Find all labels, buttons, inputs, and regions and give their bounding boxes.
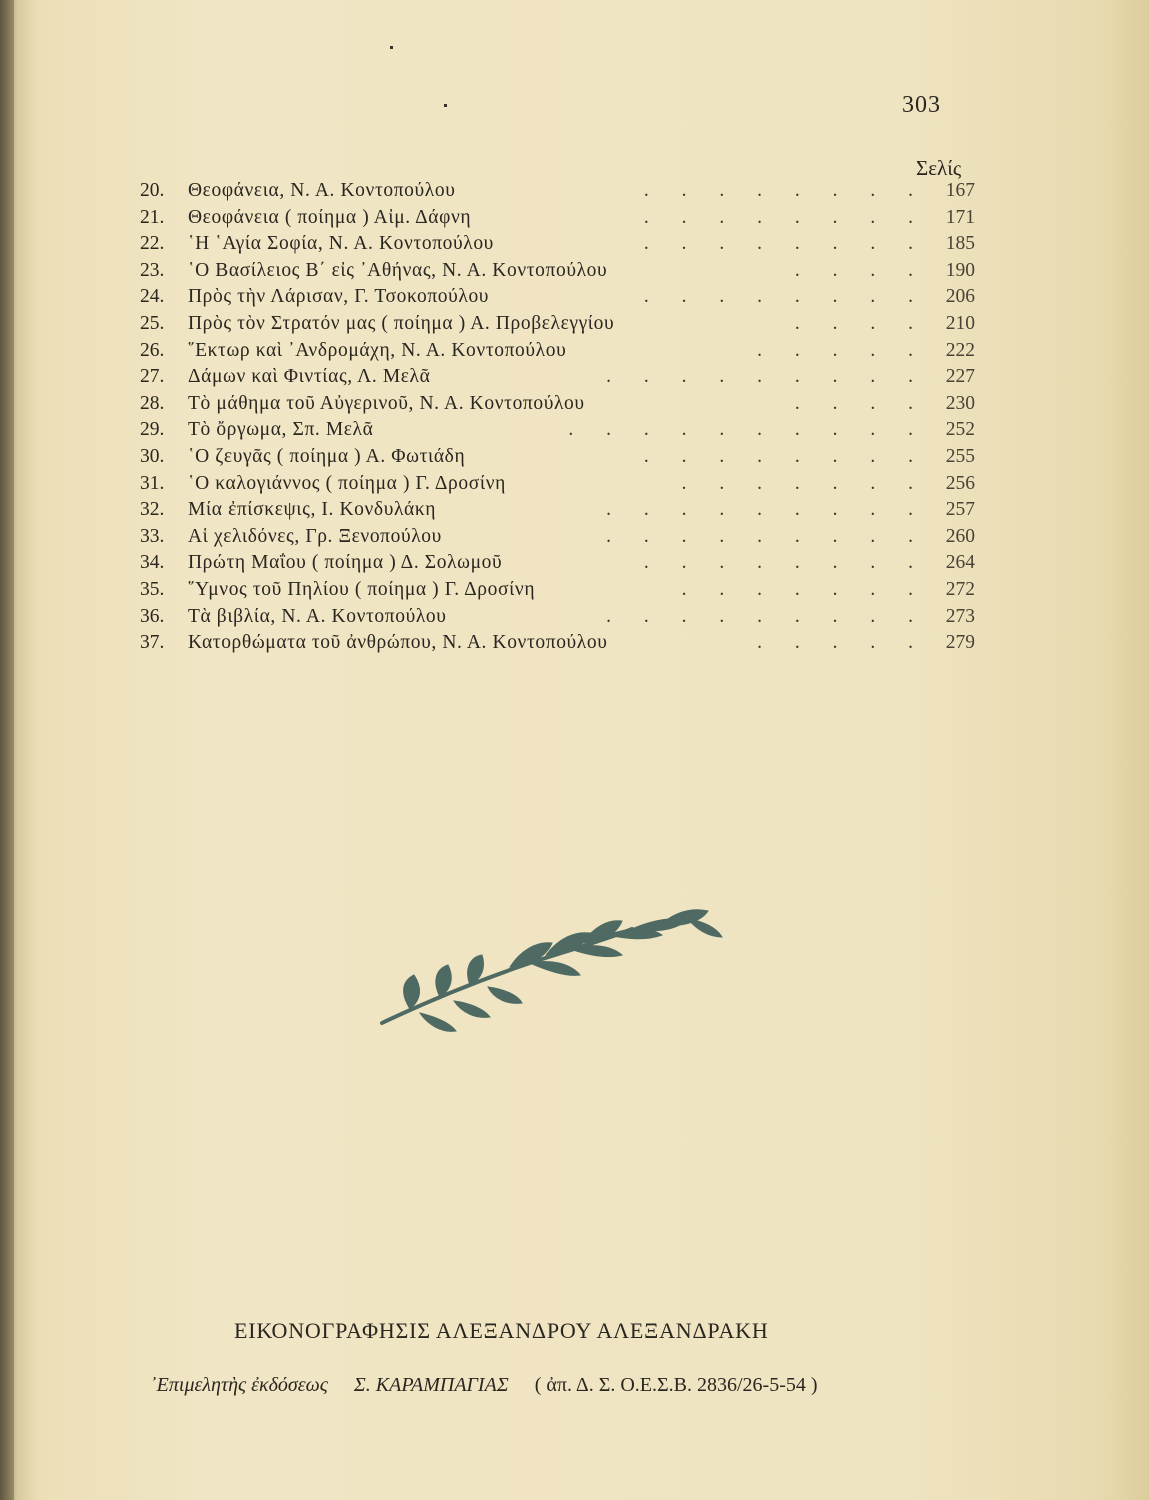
toc-leader-dots: . . . . . . . . . xyxy=(606,499,927,521)
toc-entry xyxy=(140,258,985,285)
toc-entry-title: Αἱ χελιδόνες, Γρ. Ξενοπούλου xyxy=(188,525,442,547)
toc-entry-number: 25. xyxy=(140,312,165,334)
toc-entry-title: Τὸ μάθημα τοῦ Αὐγερινοῦ, Ν. Α. Κοντοπούλου xyxy=(188,392,585,414)
toc-entry-number: 27. xyxy=(140,366,165,388)
toc-entry-title: Θεοφάνεια, Ν. Α. Κοντοπούλου xyxy=(188,180,456,201)
toc-entry xyxy=(140,497,985,524)
toc-entry-page: 273 xyxy=(945,605,975,627)
toc-entry-page: 256 xyxy=(945,472,975,494)
toc-entry-title: Θεοφάνεια ( ποίημα ) Αἰμ. Δάφνη xyxy=(188,206,472,228)
toc-leader-dots: . . . . . . . . . xyxy=(606,525,927,547)
page-column-header: Σελίς xyxy=(916,156,962,180)
toc-entry xyxy=(140,630,985,657)
toc-entry-title: ῾Ο καλογιάννος ( ποίημα ) Γ. Δροσίνη xyxy=(188,472,506,494)
toc-leader-dots: . . . . . . . . xyxy=(643,233,927,255)
toc-entry xyxy=(140,391,985,418)
toc-entry xyxy=(140,205,985,232)
toc-entry xyxy=(140,550,985,577)
toc-entry-number: 26. xyxy=(140,339,165,361)
toc-entry xyxy=(140,311,985,338)
toc-leader-dots: . . . . . . . . . . xyxy=(568,419,927,441)
toc-leader-dots: . . . . xyxy=(794,259,927,281)
toc-leader-dots: . . . . . xyxy=(757,339,927,361)
toc-entry-page: 260 xyxy=(945,525,975,547)
print-speck xyxy=(390,46,393,49)
toc-leader-dots: . . . . . . . xyxy=(681,472,927,494)
approval-open-paren: ( xyxy=(534,1374,542,1396)
toc-entry xyxy=(140,178,985,205)
toc-entry-page: 230 xyxy=(945,392,975,414)
toc-entry xyxy=(140,338,985,365)
toc-entry-title: ῞Υμνος τοῦ Πηλίου ( ποίημα ) Γ. Δροσίνη xyxy=(188,578,536,600)
toc-entry-number: 28. xyxy=(140,392,165,414)
approval-number: ἀπ. Δ. Σ. Ο.Ε.Σ.Β. 2836/26-5-54 xyxy=(546,1374,806,1396)
toc-entry-page: 210 xyxy=(945,312,975,334)
approval-close-paren: ) xyxy=(810,1374,818,1396)
toc-leader-dots: . . . . . . . . xyxy=(643,206,927,228)
toc-entry-title: ῾Ο Βασίλειος Β΄ εἰς ᾿Αθήνας, Ν. Α. Κοντοπούλου xyxy=(188,259,608,281)
editor-name: Σ. ΚΑΡΑΜΠΑΓΙΑΣ xyxy=(353,1374,509,1396)
toc-entry-page: 167 xyxy=(945,180,975,201)
toc-entry xyxy=(140,577,985,604)
toc-entry-page: 272 xyxy=(945,578,975,600)
toc-entry-page: 252 xyxy=(945,419,975,441)
toc-entry-title: Πρὸς τὴν Λάρισαν, Γ. Τσοκοπούλου xyxy=(188,286,490,308)
toc-entry-title: Τὰ βιβλία, Ν. Α. Κοντοπούλου xyxy=(188,605,447,627)
toc-entry-number: 31. xyxy=(140,472,165,494)
toc-leader-dots: . . . . . . . . xyxy=(643,445,927,467)
toc-entry-title: ῾Ο ζευγᾶς ( ποίημα ) Α. Φωτιάδη xyxy=(188,445,466,467)
toc-entry xyxy=(140,604,985,631)
toc-leader-dots: . . . . . . . . xyxy=(643,552,927,574)
toc-entry-number: 32. xyxy=(140,499,165,521)
toc-entry xyxy=(140,524,985,551)
print-speck xyxy=(444,104,447,107)
toc-leader-dots: . . . . . . . . xyxy=(643,286,927,308)
toc-entry-number: 29. xyxy=(140,419,165,441)
toc-entry xyxy=(140,471,985,498)
toc-entry-title: Δάμων καὶ Φιντίας, Λ. Μελᾶ xyxy=(188,366,431,388)
toc-leader-dots: . . . . . . . . xyxy=(643,180,927,201)
toc-entry-number: 34. xyxy=(140,552,165,574)
toc-entry-page: 222 xyxy=(945,339,975,361)
toc-leader-dots: . . . . xyxy=(794,312,927,334)
toc-entry-page: 264 xyxy=(945,552,975,574)
toc-entry-page: 255 xyxy=(945,445,975,467)
toc-entry-number: 24. xyxy=(140,286,165,308)
toc-leader-dots: . . . . . . . xyxy=(681,578,927,600)
editor-credit-line xyxy=(150,1374,818,1397)
toc-leader-dots: . . . . . . . . . xyxy=(606,366,927,388)
toc-entry-number: 37. xyxy=(140,632,165,654)
toc-entry-page: 206 xyxy=(945,286,975,308)
toc-leader-dots: . . . . xyxy=(794,392,927,414)
toc-entry xyxy=(140,231,985,258)
illustrations-credit: ΕΙΚΟΝΟΓΡΑΦΗΣΙΣ ΑΛΕΞΑΝΔΡΟΥ ΑΛΕΞΑΝΔΡΑΚΗ xyxy=(234,1318,769,1343)
toc-entry-page: 279 xyxy=(945,632,975,654)
table-of-contents xyxy=(140,178,985,657)
toc-entry-page: 227 xyxy=(945,366,975,388)
toc-entry-number: 35. xyxy=(140,578,165,600)
toc-entry-page: 171 xyxy=(945,206,975,228)
toc-leader-dots: . . . . . . . . . xyxy=(606,605,927,627)
toc-entry-title: ῾Η ῾Αγία Σοφία, Ν. Α. Κοντοπούλου xyxy=(188,233,494,255)
toc-entry-page: 257 xyxy=(945,499,975,521)
toc-entry-page: 185 xyxy=(945,233,975,255)
toc-entry-number: 23. xyxy=(140,259,165,281)
toc-entry xyxy=(140,364,985,391)
toc-entry-number: 33. xyxy=(140,525,165,547)
page-number: 303 xyxy=(902,92,941,118)
page-binding-edge xyxy=(0,0,14,1500)
toc-entry-title: Πρώτη Μαΐου ( ποίημα ) Δ. Σολωμοῦ xyxy=(188,552,503,574)
toc-entry xyxy=(140,417,985,444)
toc-entry-number: 36. xyxy=(140,605,165,627)
toc-entry-title: Τὸ ὄργωμα, Σπ. Μελᾶ xyxy=(188,419,374,441)
toc-entry-title: Κατορθώματα τοῦ ἀνθρώπου, Ν. Α. Κοντοπούλου xyxy=(188,632,608,654)
toc-leader-dots: . . . . . xyxy=(757,632,927,654)
laurel-branch-icon xyxy=(370,905,730,1035)
toc-entry xyxy=(140,444,985,471)
editor-label: ᾿Επιμελητὴς ἐκδόσεως xyxy=(150,1374,328,1396)
toc-entry-page: 190 xyxy=(945,259,975,281)
toc-entry-title: Μία ἐπίσκεψις, Ι. Κονδυλάκη xyxy=(188,499,437,521)
toc-entry-number: 21. xyxy=(140,206,165,228)
toc-entry-number: 22. xyxy=(140,233,165,255)
toc-entry-title: ῞Εκτωρ καὶ ᾿Ανδρομάχη, Ν. Α. Κοντοπούλου xyxy=(188,339,567,361)
toc-entry-number: 20. xyxy=(140,180,165,201)
toc-entry-title: Πρὸς τὸν Στρατόν μας ( ποίημα ) Α. Προβελεγγίου xyxy=(188,312,615,334)
toc-entry-number: 30. xyxy=(140,445,165,467)
toc-entry xyxy=(140,284,985,311)
